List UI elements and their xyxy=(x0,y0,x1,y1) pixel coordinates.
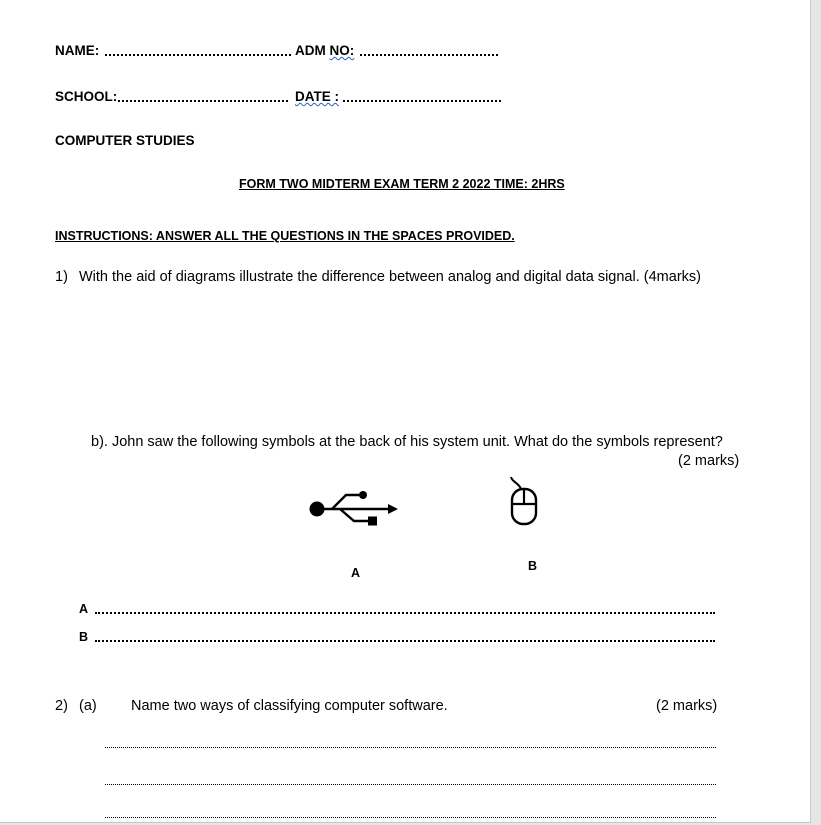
adm-no-label xyxy=(295,43,354,58)
date-answer-line[interactable] xyxy=(343,100,501,102)
subject-title: COMPUTER STUDIES xyxy=(55,133,195,148)
answer-a-label: A xyxy=(79,602,89,616)
instructions: INSTRUCTIONS: ANSWER ALL THE QUESTIONS IN THE SPACES PROVIDED. xyxy=(55,229,515,243)
answer-a-line[interactable] xyxy=(95,612,715,614)
school-label: SCHOOL: xyxy=(55,89,118,104)
mouse-icon xyxy=(508,476,540,526)
answer-b-line[interactable] xyxy=(95,640,715,642)
q2-answer-line[interactable] xyxy=(105,747,716,748)
symbol-b-caption: B xyxy=(528,559,538,573)
q2-text: Name two ways of classifying computer software. xyxy=(131,698,448,714)
q2-part: (a) xyxy=(79,698,97,714)
exam-title: FORM TWO MIDTERM EXAM TERM 2 2022 TIME: 2HRS xyxy=(239,177,565,191)
q1-text: With the aid of diagrams illustrate the difference between analog and digital data signal. (4marks) xyxy=(79,269,701,285)
q2-answer-line[interactable] xyxy=(105,784,716,785)
school-answer-line[interactable] xyxy=(118,100,288,102)
q2-answer-line[interactable] xyxy=(105,817,716,818)
no-label: NO: xyxy=(329,43,355,58)
adm-label: ADM xyxy=(295,43,326,58)
symbol-a-caption: A xyxy=(351,566,361,580)
answer-b-label: B xyxy=(79,630,89,644)
q2-marks: (2 marks) xyxy=(656,698,718,714)
q2-number: 2) xyxy=(55,698,68,714)
date-label: DATE : xyxy=(295,89,339,104)
name-answer-line[interactable] xyxy=(105,54,291,56)
usb-icon xyxy=(308,488,400,528)
adm-no-answer-line[interactable] xyxy=(360,54,498,56)
q1-number: 1) xyxy=(55,269,68,285)
q1b-marks: (2 marks) xyxy=(678,453,740,469)
name-label: NAME: xyxy=(55,43,100,58)
q1b-text: b). John saw the following symbols at the back of his system unit. What do the symbols represent? xyxy=(91,434,723,450)
